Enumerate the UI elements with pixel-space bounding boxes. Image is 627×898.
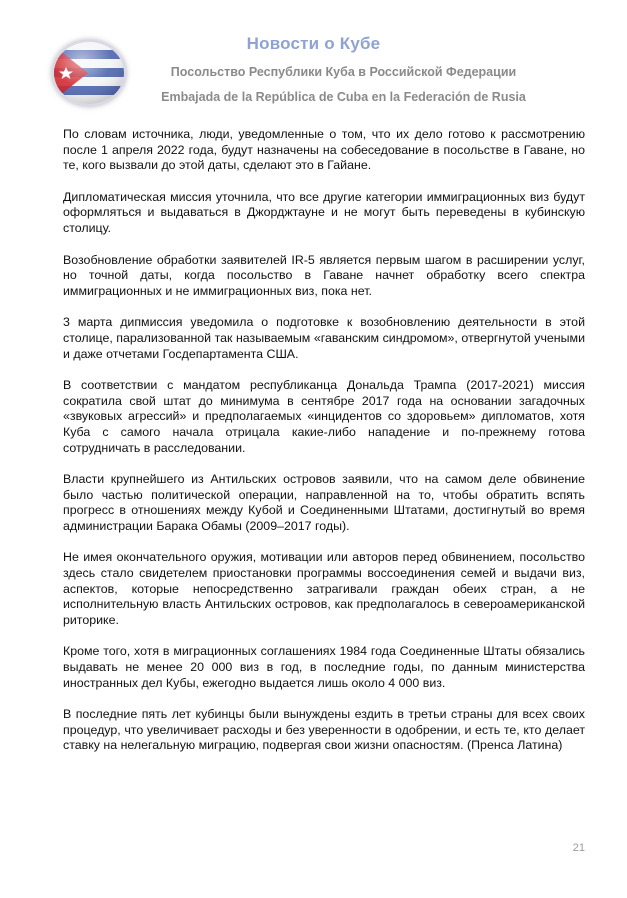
article-paragraph: Возобновление обработки заявителей IR-5 является первым шагом в расширении услуг, но точной даты, когда посольство в Гаване начнет обработку всего спектра иммиграционных и не иммиграционных виз, пока нет. — [63, 252, 585, 298]
article-paragraph: В соответствии с мандатом республиканца Дональда Трампа (2017-2021) миссия сократила свой штат до минимума в сентябре 2017 года на основании загадочных «звуковых агрессий» и предполагаемых «инцидентов со здоровьем» дипломатов, хотя Куба с самого начала отрицала какие-либо нападение и по-прежнему готова сотрудничать в расследовании. — [63, 378, 585, 455]
embassy-name-spanish: Embajada de la República de Cuba en la Federación de Rusia — [161, 90, 526, 104]
embassy-name-russian: Посольство Республики Куба в Российской Федерации — [170, 65, 517, 79]
publication-title: Новости о Кубе — [246, 34, 381, 53]
article-body — [63, 127, 585, 770]
page-number: 21 — [572, 842, 585, 854]
article-paragraph: Не имея окончательного оружия, мотивации или авторов перед обвинением, посольство здесь стало свидетелем приостановки программы воссоединения семей и выдачи виз, аспектов, которые непосредственно затрагивали граждан обеих стран, а не исполнительную власть Антильских островов, как предполагалось в североамериканской риторике. — [63, 550, 585, 627]
article-paragraph: Дипломатическая миссия уточнила, что все другие категории иммиграционных виз будут оформляться и выдаваться в Джорджтауне и не могут быть переведены в кубинскую столицу. — [63, 189, 585, 235]
article-paragraph: Власти крупнейшего из Антильских островов заявили, что на самом деле обвинение было частью политической операции, направленной на то, чтобы обратить вспять прогресс в отношениях между Кубой и Соединенными Штатами, достигнутый во время администрации Барака Обамы (2009–2017 годы). — [63, 472, 585, 533]
article-paragraph: 3 марта дипмиссия уведомила о подготовке к возобновлению деятельности в этой столице, парализованной так называемым «гаванским синдромом», отвергнутой учеными и даже отчетами Госдепартамента США. — [63, 315, 585, 361]
article-paragraph: По словам источника, люди, уведомленные о том, что их дело готово к рассмотрению после 1 апреля 2022 года, будут назначены на собеседование в посольстве в Гаване, но те, кого вызвали до этой даты, сделают это в Гайане. — [63, 127, 585, 173]
article-paragraph: Кроме того, хотя в миграционных соглашениях 1984 года Соединенные Штаты обязались выдавать не менее 20 000 виз в год, в последние годы, по данным министерства иностранных дел Кубы, ежегодно выдается лишь около 4 000 виз. — [63, 644, 585, 690]
article-paragraph: В последние пять лет кубинцы были вынуждены ездить в третьи страны для всех своих процедур, что увеличивает расходы и без уверенности в одобрении, и есть те, кто делает ставку на нелегальную миграцию, подвергая свои жизни опасностям. (Пренса Латина) — [63, 707, 585, 753]
page-header — [0, 0, 627, 115]
